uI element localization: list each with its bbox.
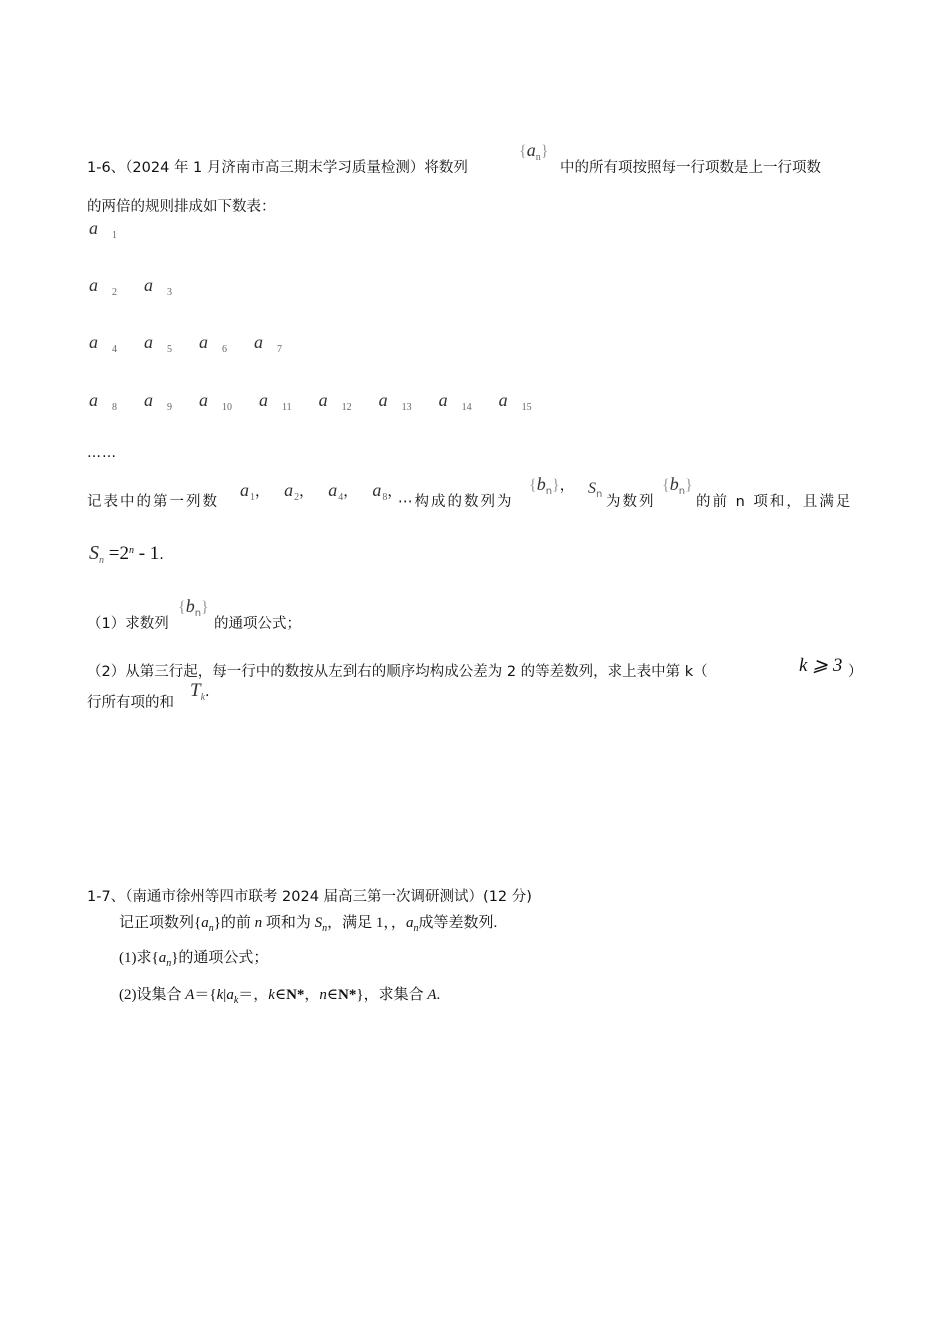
table-term: a [89,275,98,295]
question-1-rest: 的通项公式； [214,616,301,632]
question-2-line2: 行所有项的和 [87,695,174,711]
table-term: a [378,390,388,410]
sequence-a-symbol: $\{a_n\}$ [519,140,549,163]
table-term: a [89,218,98,238]
problem-7-source: （南通市徐州等四市联考 2024 届高三第一次调研测试）(12 分) [125,889,532,905]
note-first-column-terms: $a_1$， $a_2$， $a_4$， $a_8$， [240,480,402,503]
problem-6-number: 1-6、 [87,160,126,176]
formula-Sn: $S_n =2^n - 1$. [89,542,164,566]
table-row: a $_2$ a $_3$ [89,275,172,298]
sequence-b-symbol: $\{b_n\}$， [529,474,575,497]
problem-7-header [87,885,532,906]
note-start: 记表中的第一列数 [87,494,219,510]
T-k-symbol: $T_k$. [190,680,210,703]
table-term: a [318,390,328,410]
table-term: a [259,390,268,410]
question-2-condition: k ⩾ 3 [799,655,843,676]
table-row: a $_8$ a $_9$ a $_{10}$ a $_{11}$ a $_{12}$ a $_{13}$ a $_{14}$ a $_{15}$ [89,390,532,413]
table-term: a [144,390,153,410]
problem-7-q2: (2)设集合 $A=\{k|a_k=$，k∈N*，n∈N*}，求集合 A. [119,987,441,1006]
problem-6-intro-rest: 中的所有项按照每一行项数是上一行项数 [560,160,821,176]
table-term: a [144,332,153,352]
table-row: a $_1$ [89,218,117,241]
note-end: 的前 n 项和，且满足 [696,494,853,510]
problem-7-number: 1-7、 [87,889,126,905]
note-mid: ⋯构成的数列为 [398,494,514,510]
table-term: a [199,332,208,352]
ellipsis: …… [87,445,117,461]
question-2-text: （2）从第三行起，每一行中的数按从左到右的顺序均构成公差为 2 的等差数列，求上表中第 k（ [87,664,708,680]
problem-6-source: （2024 年 1 月济南市高三期末学习质量检测）将数列 [125,160,468,176]
question-2-close: ） [848,664,863,680]
table-term: a [89,390,98,410]
problem-7-stem: 记正项数列$\{a_n\}$的前 n 项和为 $S_n$，满足 1，，$a_n$成等差数列. [119,915,498,934]
S-n-symbol: $S_n$ [588,480,603,500]
table-term: a [199,390,208,410]
table-term: a [254,332,263,352]
problem-7-q1: (1)求$\{a_n\}$的通项公式； [119,950,269,969]
table-term: a [498,390,508,410]
table-row: a $_4$ a $_5$ a $_6$ a $_7$ [89,332,282,355]
question-1-label: （1）求数列 [87,616,169,632]
table-term: a [438,390,448,410]
note-for: 为数列 [606,494,656,510]
problem-6-intro-line2: 的两倍的规则排成如下数表： [87,199,276,215]
sequence-b-symbol-2: $\{b_n\}$ [662,474,693,497]
sequence-b-symbol-3: $\{b_n\}$ [178,596,209,619]
table-term: a [89,332,98,352]
table-term: a [144,275,153,295]
problem-6-header [87,156,468,177]
